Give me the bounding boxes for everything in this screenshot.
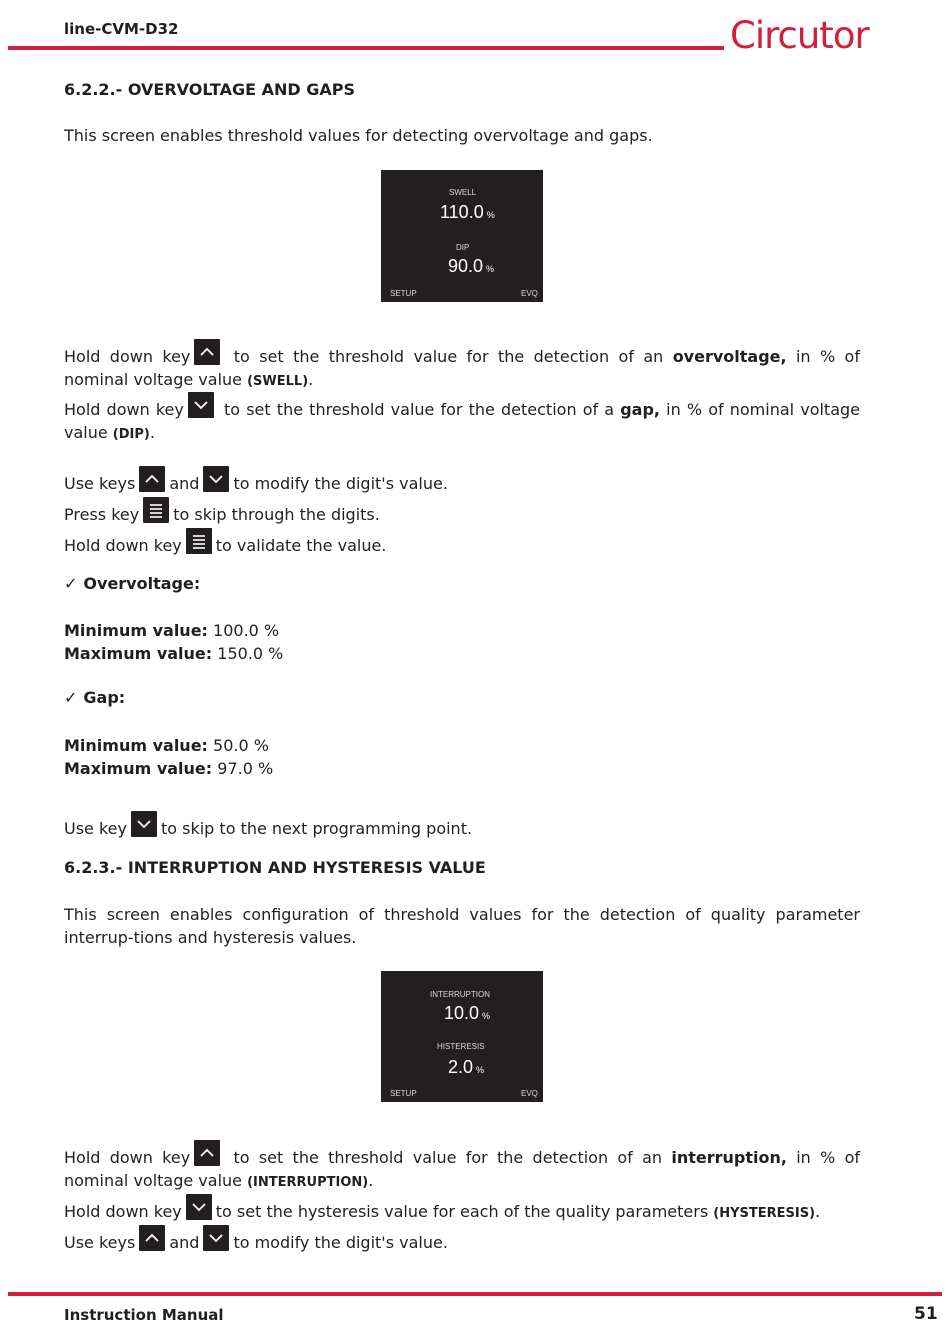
footer-divider [8,1292,942,1296]
down-key-icon [131,811,157,837]
menu-key-icon [143,497,169,523]
section-intro: This screen enables threshold values for detecting overvoltage and gaps. [64,126,653,145]
down-key-icon [186,1194,212,1220]
menu-key-icon [186,528,212,554]
paragraph-modify-digit: Use keys and to modify the digit's value. [64,1225,860,1254]
section-heading-interruption-hysteresis: 6.2.3.- INTERRUPTION AND HYSTERESIS VALUE [64,858,486,877]
checkmark-icon: ✓ [64,574,78,593]
device-screen-interruption-hysteresis [381,971,543,1102]
down-key-icon [188,392,214,418]
overvoltage-max: Maximum value: 150.0 % [64,644,284,663]
overvoltage-heading: ✓ Overvoltage: [64,574,201,593]
overvoltage-min: Minimum value: 100.0 % [64,621,280,640]
paragraph-interruption-key: Hold down key to set the threshold value for the detection of an interruption, in % of nominal voltage value (INTERRUPTION). [64,1140,860,1194]
down-key-icon [203,466,229,492]
paragraph-hysteresis-key: Hold down key to set the hysteresis value for each of the quality parameters (HYSTERESIS). [64,1194,860,1225]
screen-value-swell: 110.0 % [440,202,495,222]
checkmark-icon: ✓ [64,688,78,707]
paragraph-overvoltage-key: Hold down key to set the threshold value for the detection of an overvoltage, in % of nominal voltage value (SWELL). [64,339,860,393]
softkey-evq: EVQ [521,1089,538,1098]
up-key-icon [194,339,220,365]
section-intro: This screen enables configuration of threshold values for the detection of quality parameter interrup-tions and hysteresis values. [64,905,860,947]
paragraph-skip-digits: Press key to skip through the digits. [64,497,860,526]
circutor-logo: Circutor [730,14,869,57]
screen-label-swell: SWELL [449,188,477,197]
gap-min: Minimum value: 50.0 % [64,736,269,755]
softkey-evq: EVQ [521,289,538,298]
down-key-icon [203,1225,229,1251]
screen-value-hysteresis: 2.0 % [448,1057,485,1077]
gap-heading: ✓ Gap: [64,688,126,707]
up-key-icon [194,1140,220,1166]
screen-value-interruption: 10.0 % [444,1003,491,1023]
paragraph-validate: Hold down key to validate the value. [64,528,860,557]
up-key-icon [139,1225,165,1251]
paragraph-next-point: Use key to skip to the next programming point. [64,811,860,840]
device-screen-swell-dip [381,170,543,302]
screen-label-hysteresis: HISTERESIS [437,1042,485,1051]
page-number: 51 [914,1304,938,1324]
gap-max: Maximum value: 97.0 % [64,759,274,778]
paragraph-modify-digit: Use keys and to modify the digit's value. [64,466,860,495]
section-heading-overvoltage-gaps: 6.2.2.- OVERVOLTAGE AND GAPS [64,80,355,99]
screen-label-dip: DIP [456,243,470,252]
paragraph-gap-key: Hold down key to set the threshold value for the detection of a gap, in % of nominal voltage value (DIP). [64,392,860,446]
up-key-icon [139,466,165,492]
screen-label-interruption: INTERRUPTION [430,990,490,999]
document-title: line-CVM-D32 [64,20,179,38]
softkey-setup: SETUP [390,1089,417,1098]
footer-manual-label: Instruction Manual [64,1306,224,1324]
header-divider [8,46,724,50]
softkey-setup: SETUP [390,289,417,298]
screen-value-dip: 90.0 % [448,256,495,276]
